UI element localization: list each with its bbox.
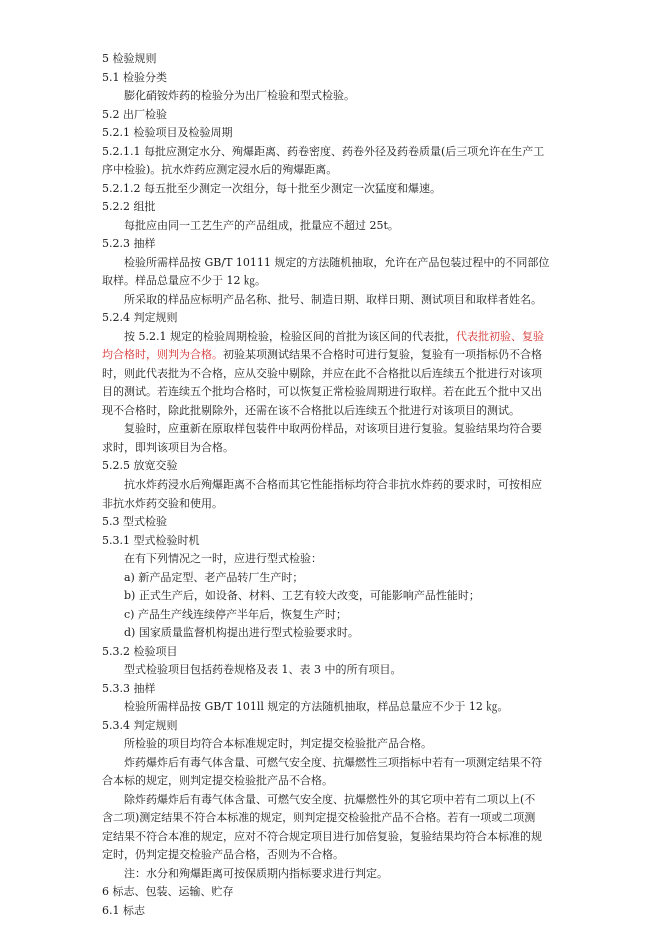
- paragraph-line: 复验时，应重新在原取样包装件中取两份样品，对该项目进行复验。复验结果均符合要: [124, 422, 542, 435]
- paragraph-text: 按 5.2.1 规定的检验周期检验，检验区间的首批为该区间的代表批，: [124, 330, 456, 343]
- paragraph-line: 取样。样品总量应不少于 12 ㎏。: [102, 274, 266, 287]
- subsection-heading: 5.3.1 型式检验时机: [102, 534, 200, 547]
- subsection-heading: 5.3 型式检验: [102, 515, 167, 528]
- paragraph-line: 抗水炸药浸水后殉爆距离不合格而其它性能指标均符合非抗水炸药的要求时，可按相应: [124, 478, 542, 491]
- subsection-heading: 5.2.2 组批: [102, 200, 156, 213]
- list-item: b) 正式生产后，如设备、材料、工艺有较大改变，可能影响产品性能时；: [124, 589, 480, 602]
- paragraph-line: 每批应由同一工艺生产的产品组成，批量应不超过 25t。: [124, 219, 399, 232]
- paragraph-line: 检验所需样品按 GB/T 101ll 规定的方法随机抽取，样品总量应不少于 12 ㎏。: [124, 700, 509, 713]
- paragraph-line: 所检验的项目均符合本标准规定时，判定提交检验批产品合格。: [124, 737, 432, 750]
- subsection-heading: 6.1 标志: [102, 904, 145, 917]
- subsection-heading: 5.2 出厂检验: [102, 108, 167, 121]
- subsection-heading: 5.2.4 判定规则: [102, 311, 178, 324]
- paragraph-line: 除炸药爆炸后有毒气体含量、可燃气安全度、抗爆燃性外的其它项中若有二项以上(不: [124, 793, 536, 806]
- paragraph-line: 现不合格时，除此批剔除外，还需在该不合格批以后连续五个批进行对该项目的测试。: [102, 404, 520, 417]
- list-item: a) 新产品定型、老产品转厂生产时；: [124, 571, 304, 584]
- highlighted-text: 代表批初验、复验: [455, 330, 544, 343]
- note-line: 注：水分和殉爆距离可按保质期内指标要求进行判定。: [124, 867, 388, 880]
- paragraph-line: 含二项)测定结果不符合本标准的规定，则判定提交检验批产品不合格。若有一项或二项测: [102, 811, 536, 824]
- subsection-heading: 5.1 检验分类: [102, 71, 167, 84]
- highlighted-text: 均合格时，则判为合格。: [102, 348, 223, 361]
- paragraph-line: 5.2.1.2 每五批至少测定一次组分，每十批至少测定一次猛度和爆速。: [102, 182, 441, 195]
- paragraph-line: 合本标的规定，则判定提交检验批产品不合格。: [102, 774, 333, 787]
- paragraph-line: 定结果不符合本准的规定，应对不符合规定项目进行加倍复验，复验结果均符合本标准的规: [102, 830, 542, 843]
- paragraph-line: 型式检验项目包括药卷规格及表 1、表 3 中的所有项目。: [124, 663, 402, 676]
- paragraph-line: 求时，即判该项目为合格。: [102, 441, 234, 454]
- section-heading: 5 检验规则: [102, 52, 157, 65]
- paragraph-line: 5.2.1.1 每批应测定水分、殉爆距离、药卷密度、药卷外径及药卷质量(后三项允许在生产工: [102, 145, 545, 158]
- paragraph-line: 时，则此代表批为不合格，应从交验中剔除，并应在此不合格批以后连续五个批进行对该项: [102, 367, 542, 380]
- subsection-heading: 5.2.1 检验项目及检验周期: [102, 126, 233, 139]
- subsection-heading: 5.3.3 抽样: [102, 682, 156, 695]
- subsection-heading: 5.3.4 判定规则: [102, 719, 178, 732]
- subsection-heading: 5.2.3 抽样: [102, 237, 156, 250]
- paragraph-line: 目的测试。若连续五个批均合格时，可以恢复正常检验周期进行取样。若在此五个批中又出: [102, 385, 542, 398]
- paragraph-line: 定时，仍判定提交检验产品合格，否则为不合格。: [102, 848, 344, 861]
- paragraph-line: 检验所需样品按 GB/T 10111 规定的方法随机抽取，允许在产品包装过程中的不同部位: [124, 256, 550, 269]
- paragraph-line: 炸药爆炸后有毒气体含量、可燃气安全度、抗爆燃性三项指标中若有一项测定结果不符: [124, 756, 542, 769]
- paragraph-line: 膨化硝铵炸药的检验分为出厂检验和型式检验。: [124, 89, 355, 102]
- paragraph-line: 在有下列情况之一时，应进行型式检验：: [124, 552, 322, 565]
- paragraph-line: [124, 330, 544, 344]
- paragraph-line: [102, 348, 542, 362]
- paragraph-line: 非抗水炸药交验和使用。: [102, 497, 223, 510]
- subsection-heading: 5.3.2 检验项目: [102, 645, 178, 658]
- list-item: d) 国家质量监督机构提出进行型式检验要求时。: [124, 626, 359, 639]
- subsection-heading: 5.2.5 放宽交验: [102, 459, 178, 472]
- paragraph-line: 序中检验)。抗水炸药应测定浸水后的殉爆距离。: [102, 163, 338, 176]
- list-item: c) 产品生产线连续停产半年后，恢复生产时；: [124, 608, 347, 621]
- paragraph-line: 所采取的样品应标明产品名称、批号、制造日期、取样日期、测试项目和取样者姓名。: [124, 293, 542, 306]
- paragraph-text: 初验某项测试结果不合格时可进行复验，复验有一项指标仍不合格: [223, 348, 542, 361]
- section-heading: 6 标志、包装、运输、贮存: [102, 885, 234, 898]
